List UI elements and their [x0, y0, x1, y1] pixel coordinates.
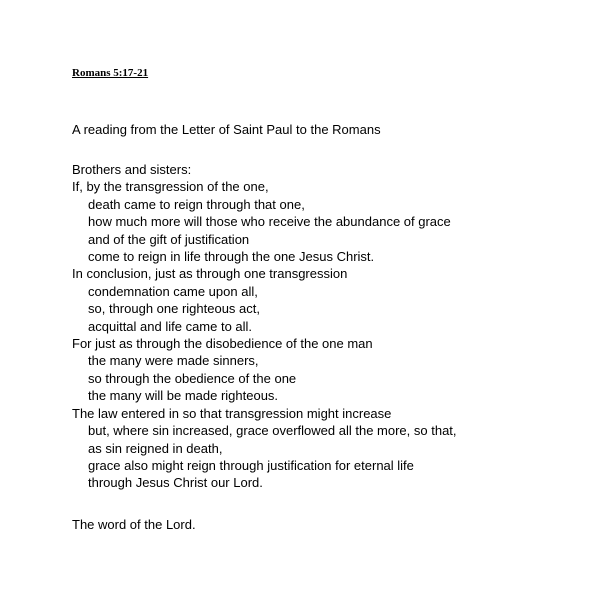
reading-line: but, where sin increased, grace overflowed all the more, so that,	[88, 423, 457, 439]
reading-line: The law entered in so that transgression might increase	[72, 405, 392, 421]
reading-line: If, by the transgression of the one,	[72, 179, 269, 195]
reading-line: so through the obedience of the one	[88, 370, 297, 386]
reading-closing: The word of the Lord.	[72, 517, 196, 532]
reading-line: grace also might reign through justification for eternal life	[88, 457, 414, 473]
reading-line: acquittal and life came to all.	[88, 318, 253, 334]
reading-line: so, through one righteous act,	[88, 301, 261, 317]
reading-line: how much more will those who receive the abundance of grace	[88, 214, 451, 230]
reading-line: death came to reign through that one,	[88, 196, 305, 212]
reading-line: the many will be made righteous.	[88, 388, 279, 404]
scripture-citation: Romans 5:17-21	[72, 67, 149, 79]
salutation: Brothers and sisters:	[72, 162, 192, 177]
reading-line: For just as through the disobedience of the one man	[72, 336, 373, 352]
reading-line: and of the gift of justification	[88, 231, 250, 247]
reading-line: In conclusion, just as through one transgression	[72, 266, 348, 282]
reading-introduction: A reading from the Letter of Saint Paul to the Romans	[72, 122, 381, 137]
reading-line: the many were made sinners,	[88, 353, 259, 369]
reading-line: come to reign in life through the one Jesus Christ.	[88, 249, 375, 265]
reading-line: condemnation came upon all,	[88, 283, 258, 299]
reading-line: through Jesus Christ our Lord.	[88, 475, 263, 491]
reading-body	[72, 161, 592, 492]
reading-line: as sin reigned in death,	[88, 440, 223, 456]
